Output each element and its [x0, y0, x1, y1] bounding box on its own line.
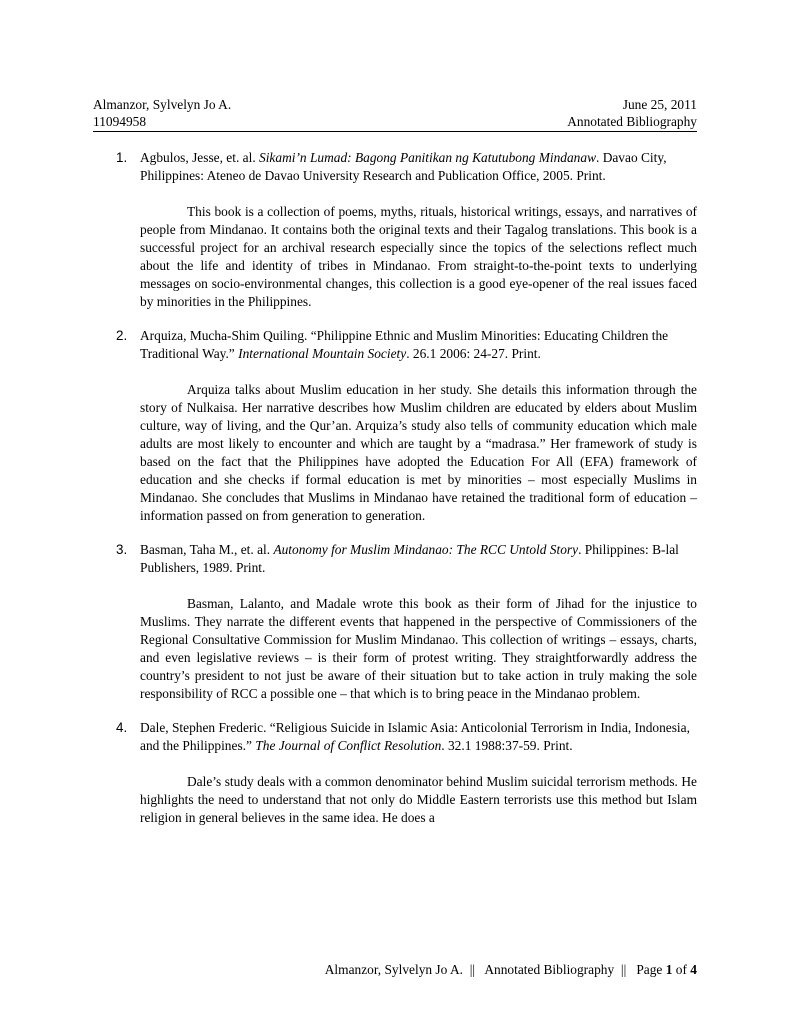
bibliography-entry-1	[93, 149, 697, 311]
entry-annotation: Dale’s study deals with a common denominator behind Muslim suicidal terrorism methods. He highlights the need to understand that not only do Middle Eastern terrorists use this method but Islam religion in general believes in the same idea. He does a	[140, 774, 697, 825]
citation-text: . 32.1 1988:37-59. Print.	[441, 738, 573, 753]
entry-citation	[140, 719, 697, 755]
header-author: Almanzor, Sylvelyn Jo A.	[93, 97, 232, 112]
header-doc-title: Annotated Bibliography	[567, 114, 697, 129]
citation-text: . 26.1 2006: 24-27. Print.	[406, 346, 541, 361]
entry-annotation: This book is a collection of poems, myths, rituals, historical writings, essays, and narratives of people from Mindanao. It contains both the original texts and their Tagalog translations. This book is a successful project for an archival research especially since the topics of the selections reflect much about the life and identity of tribes in Mindanao. From straight-to-the-point texts to underlying messages on socio-environmental changes, this collection is a good eye-opener of the real issues faced by minorities in the Philippines.	[140, 204, 697, 309]
entry-number: 1.	[116, 150, 128, 165]
footer-page-current: 1	[665, 962, 673, 977]
citation-text: Agbulos, Jesse, et. al.	[140, 150, 260, 165]
citation-text: Dale, Stephen Frederic. “Religious Suicide in Islamic Asia: Anticolonial Terrorism in India, Indonesia, and the Philippines.”	[140, 720, 690, 753]
footer-separator: ||	[469, 962, 476, 977]
citation-text: Basman, Taha M., et. al.	[140, 542, 274, 557]
citation-title: Sikami’n Lumad: Bagong Panitikan ng Katutubong Mindanaw	[259, 150, 596, 165]
bibliography-list	[93, 149, 697, 843]
footer-separator: ||	[620, 962, 627, 977]
entry-number: 2.	[116, 328, 128, 343]
bibliography-entry-2	[93, 327, 697, 525]
entry-citation	[140, 149, 697, 185]
footer-page-of: of	[675, 962, 687, 977]
header-student-id: 11094958	[93, 114, 147, 129]
footer-title: Annotated Bibliography	[484, 962, 615, 977]
entry-citation	[140, 541, 697, 577]
footer-page-label: Page	[636, 962, 663, 977]
citation-text: Arquiza, Mucha-Shim Quiling. “Philippine Ethnic and Muslim Minorities: Educating Children the Traditional Way.”	[140, 328, 669, 361]
citation-text: . Philippines: B-lal Publishers, 1989. Print.	[140, 542, 679, 575]
page-footer	[325, 961, 697, 978]
header-row-2	[93, 113, 697, 130]
header-divider	[93, 131, 697, 132]
page-header	[93, 96, 697, 130]
entry-annotation: Basman, Lalanto, and Madale wrote this book as their form of Jihad for the injustice to Muslims. They narrate the different events that happened in the perspective of Commissioners of the Regional Consultative Commission for Muslim Mindanao. This collection of writings – essays, charts, and even legislative reviews – is their form of protest writing. They straightforwardly address the country’s president to not just be aware of their situation but to take action in truly making the sole responsibility of RCC a possible one – that which is to bring peace in the Mindanao problem.	[140, 596, 697, 701]
entry-number: 3.	[116, 542, 128, 557]
footer-author: Almanzor, Sylvelyn Jo A.	[324, 962, 463, 977]
bibliography-entry-3	[93, 541, 697, 703]
citation-title: The Journal of Conflict Resolution	[255, 738, 442, 753]
header-date: June 25, 2011	[622, 97, 697, 112]
entry-citation	[140, 327, 697, 363]
header-row-1	[93, 96, 697, 113]
citation-title: Autonomy for Muslim Mindanao: The RCC Untold Story	[273, 542, 579, 557]
footer-page-total: 4	[690, 962, 697, 977]
entry-number: 4.	[116, 720, 128, 735]
entry-annotation: Arquiza talks about Muslim education in her study. She details this information through the story of Nulkaisa. Her narrative describes how Muslim children are educated by elders about Muslim culture, way of living, and the Qur’an. Arquiza’s study also tells of community education which male adults are most likely to encounter and which are taught by a “madrasa.” Her framework of study is based on the fact that the Philippines have adopted the Education For All (EFA) framework of education and she checks if formal education is met by minorities – most especially Muslims in Mindanao. She concludes that Muslims in Mindanao have retained the traditional form of education – information passed on from generation to generation.	[140, 382, 697, 523]
bibliography-entry-4	[93, 719, 697, 827]
citation-text: . Davao City, Philippines: Ateneo de Davao University Research and Publication Office, 2005. Print.	[140, 150, 667, 183]
citation-title: International Mountain Society	[238, 346, 407, 361]
